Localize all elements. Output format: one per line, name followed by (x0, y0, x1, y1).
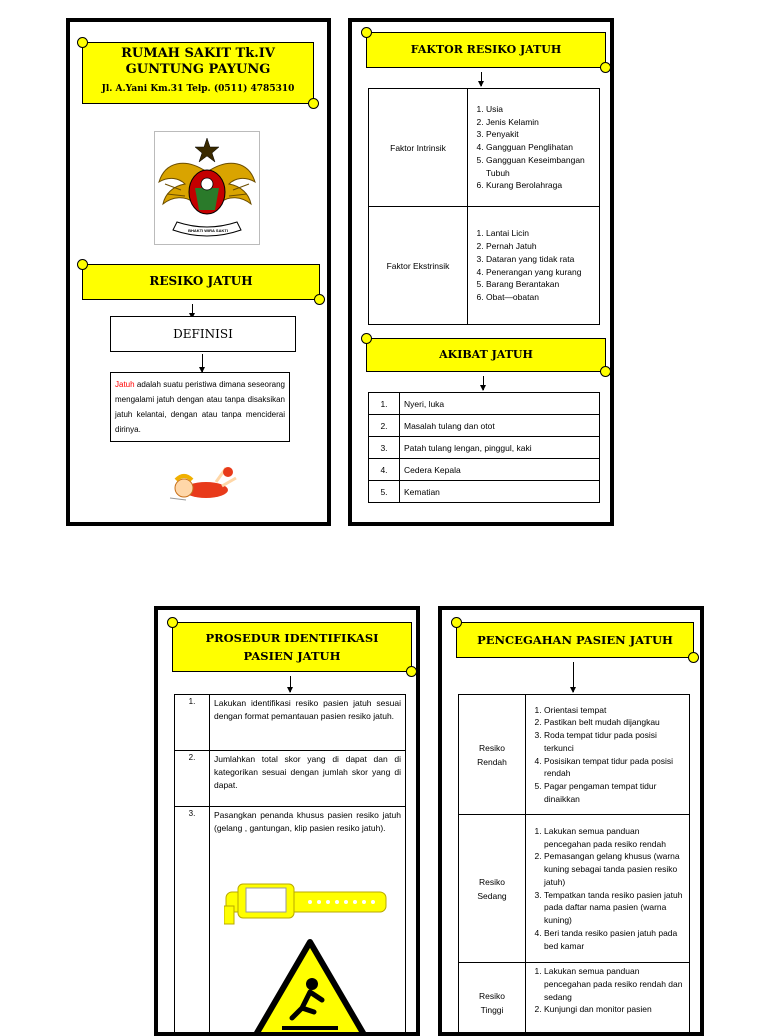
row-text: Masalah tulang dan otot (400, 415, 600, 437)
row-number: 2. (175, 751, 210, 807)
resiko-sedang-list (530, 825, 685, 953)
list-item: 2. Kunjungi dan monitor pasien (544, 1003, 685, 1016)
caution-slip-sign-icon (252, 938, 368, 1036)
list-item: 4. Beri tanda resiko pasien jatuh pada bed kamar (544, 927, 685, 953)
label-line: Sedang (463, 889, 521, 903)
list-item: 3. Dataran yang tidak rata (486, 253, 595, 266)
row-text: Kematian (400, 481, 600, 503)
list-item: 2. Pastikan belt mudah dijangkau (544, 716, 685, 729)
resiko-tinggi-list-cell (526, 963, 690, 1036)
ekstrinsik-label: Faktor Ekstrinsik (369, 207, 468, 325)
panel-pencegahan (438, 606, 704, 1036)
table-row (175, 751, 406, 807)
row-number: 4. (369, 459, 400, 481)
panel-prosedur (154, 606, 420, 1036)
row-text: Nyeri, luka (400, 393, 600, 415)
table-row (459, 695, 690, 815)
arrow-connector (202, 354, 203, 372)
resiko-rendah-list-cell (526, 695, 690, 815)
akibat-table (368, 392, 600, 503)
list-item: 2. Pemasangan gelang khusus (warna kuning sebagai tanda pasien resiko jatuh) (544, 850, 685, 888)
table-row (369, 437, 600, 459)
faktor-resiko-banner (366, 32, 606, 68)
wristband-icon (224, 882, 388, 926)
list-item: 5. Gangguan Keseimbangan Tubuh (486, 154, 595, 180)
hospital-logo (154, 131, 260, 245)
row-number: 3. (369, 437, 400, 459)
list-item: 1. Lantai Licin (486, 227, 595, 240)
ekstrinsik-list (472, 227, 595, 304)
akibat-jatuh-banner (366, 338, 606, 372)
faktor-table (368, 88, 600, 325)
resiko-jatuh-banner (82, 264, 320, 300)
definisi-text-box (110, 372, 290, 442)
arrow-connector (481, 72, 482, 86)
falling-person-icon (166, 460, 240, 506)
list-item: 1. Usia (486, 103, 595, 116)
definisi-highlight: Jatuh (115, 380, 135, 389)
table-row (369, 415, 600, 437)
faktor-resiko-title: FAKTOR RESIKO JATUH (411, 43, 562, 56)
arrow-connector (573, 662, 574, 692)
label-line: Rendah (463, 755, 521, 769)
row-number: 2. (369, 415, 400, 437)
list-item: 3. Penyakit (486, 128, 595, 141)
table-row (369, 393, 600, 415)
intrinsik-list (472, 103, 595, 192)
akibat-jatuh-title: AKIBAT JATUH (439, 348, 533, 361)
hospital-address: Jl. A.Yani Km.31 Telp. (0511) 4785310 (83, 81, 313, 97)
definisi-text: adalah suatu peristiwa dimana seseorang mengalami jatuh dengan atau tanpa disaksikan jatuh kelantai, dengan atau tanpa menciderai dirinya. (115, 380, 285, 434)
list-item: 5. Barang Berantakan (486, 278, 595, 291)
pencegahan-banner (456, 622, 694, 658)
list-item: 1. Lakukan semua panduan pencegahan pada resiko rendah (544, 825, 685, 851)
arrow-connector (290, 676, 291, 692)
hospital-name-line2: GUNTUNG PAYUNG (83, 62, 313, 78)
panel-hospital-info (66, 18, 331, 526)
resiko-rendah-list (530, 704, 685, 806)
list-item: 6. Obat—obatan (486, 291, 595, 304)
intrinsik-list-cell (468, 89, 600, 207)
prosedur-banner (172, 622, 412, 672)
hospital-name-line1: RUMAH SAKIT Tk.IV (83, 46, 313, 62)
pencegahan-title: PENCEGAHAN PASIEN JATUH (477, 633, 673, 647)
table-row (175, 695, 406, 751)
resiko-rendah-label (459, 695, 526, 815)
list-item: 4. Gangguan Penglihatan (486, 141, 595, 154)
row-number: 1. (175, 695, 210, 751)
row-text: Patah tulang lengan, pinggul, kaki (400, 437, 600, 459)
label-line: Tinggi (463, 1003, 521, 1017)
resiko-jatuh-title: RESIKO JATUH (149, 274, 252, 288)
row-number: 3. (175, 807, 210, 1036)
label-line: Resiko (463, 875, 521, 889)
intrinsik-label: Faktor Intrinsik (369, 89, 468, 207)
hospital-banner (82, 42, 314, 104)
definisi-title: DEFINISI (173, 327, 233, 341)
resiko-tinggi-list (530, 965, 685, 1016)
list-item: 3. Tempatkan tanda resiko pasien jatuh pada daftar nama pasien (warna kuning) (544, 889, 685, 927)
row-text: Jumlahkan total skor yang di dapat dan di kategorikan sesuai dengan jumlah skor yang di dapat. (210, 751, 406, 807)
row-text: Cedera Kepala (400, 459, 600, 481)
list-item: 3. Roda tempat tidur pada posisi terkunci (544, 729, 685, 755)
row-text: Pasangkan penanda khusus pasien resiko jatuh (gelang , gantungan, klip pasien resiko jatuh). (210, 807, 406, 1036)
list-item: 2. Jenis Kelamin (486, 116, 595, 129)
resiko-tinggi-label (459, 963, 526, 1036)
arrow-connector (483, 376, 484, 390)
definisi-box (110, 316, 296, 352)
table-row (459, 963, 690, 1036)
ekstrinsik-list-cell (468, 207, 600, 325)
list-item: 1. Lakukan semua panduan pencegahan pada resiko rendah dan sedang (544, 965, 685, 1003)
list-item: 4. Posisikan tempat tidur pada posisi rendah (544, 755, 685, 781)
table-row (369, 459, 600, 481)
row-text: Lakukan identifikasi resiko pasien jatuh sesuai dengan format pemantauan pasien resiko jatuh. (210, 695, 406, 751)
table-row (459, 815, 690, 963)
prosedur-title-line2: PASIEN JATUH (173, 647, 411, 665)
resiko-sedang-label (459, 815, 526, 963)
resiko-sedang-list-cell (526, 815, 690, 963)
table-row (369, 481, 600, 503)
prosedur-title-line1: PROSEDUR IDENTIFIKASI (173, 629, 411, 647)
row-number: 1. (369, 393, 400, 415)
list-item: 2. Pernah Jatuh (486, 240, 595, 253)
label-line: Resiko (463, 741, 521, 755)
logo-motto: BHAKTI WIRA SAKTI (183, 228, 233, 233)
panel-faktor-resiko (348, 18, 614, 526)
list-item: 5. Pagar pengaman tempat tidur dinaikkan (544, 780, 685, 806)
pencegahan-table (458, 694, 690, 1036)
list-item: 6. Kurang Berolahraga (486, 179, 595, 192)
label-line: Resiko (463, 989, 521, 1003)
list-item: 4. Penerangan yang kurang (486, 266, 595, 279)
list-item: 1. Orientasi tempat (544, 704, 685, 717)
row-number: 5. (369, 481, 400, 503)
